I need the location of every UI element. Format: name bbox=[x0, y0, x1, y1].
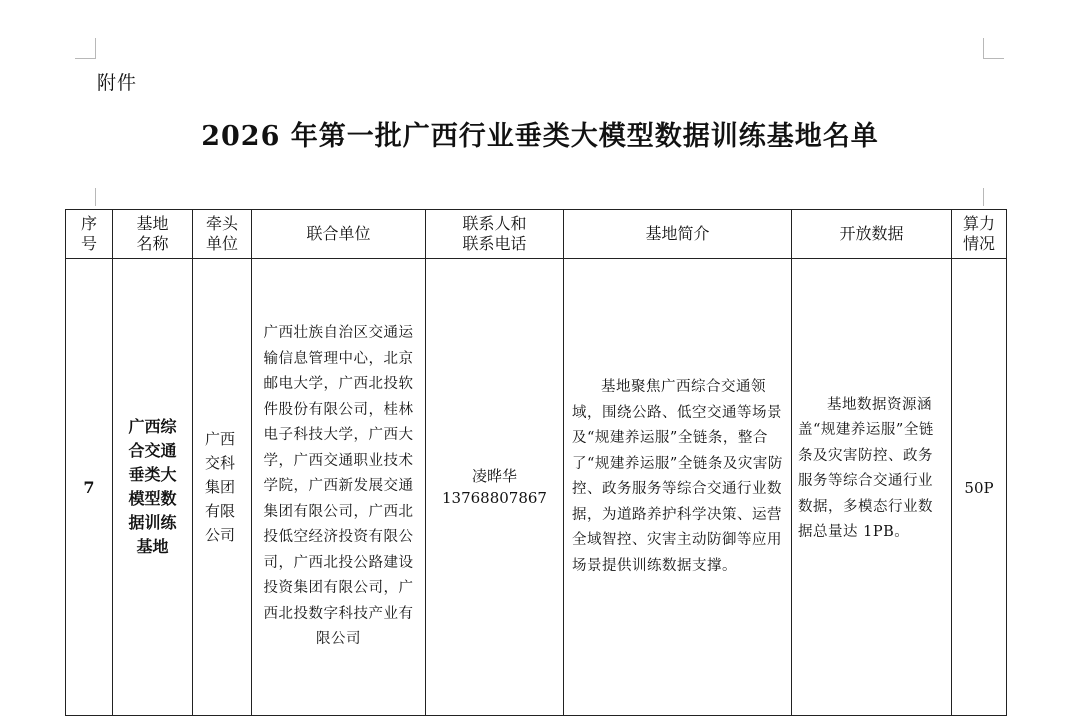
cell-base-name bbox=[113, 259, 193, 716]
header-compute-label: 算力 情况 bbox=[962, 214, 995, 253]
header-contact bbox=[426, 210, 564, 259]
seq-value: 7 bbox=[83, 477, 95, 497]
open-data-value: 基地数据资源涵盖“规建养运服”全链条及灾害防控、政务服务等综合交通行业数据，多模态行业数据总量达 1PB。 bbox=[798, 396, 934, 540]
cell-contact bbox=[426, 259, 564, 716]
table-header-row bbox=[66, 210, 1007, 259]
table-row bbox=[66, 259, 1007, 716]
base-name-value: 广西综合交通垂类大模型数据训练基地 bbox=[128, 417, 177, 556]
header-lead-unit bbox=[193, 210, 252, 259]
contact-phone: 13768807867 bbox=[442, 489, 547, 507]
header-compute bbox=[952, 210, 1007, 259]
header-partner-units-label: 联合单位 bbox=[306, 224, 371, 243]
header-open-data bbox=[792, 210, 952, 259]
cell-open-data bbox=[792, 259, 952, 716]
header-partner-units bbox=[252, 210, 426, 259]
header-base-name-label: 基地 名称 bbox=[136, 214, 169, 253]
cell-partner-units bbox=[252, 259, 426, 716]
page-corner-mark-top-left bbox=[75, 38, 96, 59]
document-title: 2026 年第一批广西行业垂类大模型数据训练基地名单 bbox=[201, 121, 879, 152]
cell-intro bbox=[564, 259, 792, 716]
partner-units-value: 广西壮族自治区交通运输信息管理中心，北京邮电大学，广西北投软件股份有限公司，桂林电子科技大学，广西大学，广西交通职业技术学院，广西新发展交通集团有限公司，广西北投低空经济投资有限公司，广西北投公路建设投资集团有限公司，广西北投数字科技产业有限公司 bbox=[263, 325, 414, 648]
page-margin-mark-right bbox=[983, 188, 984, 206]
training-base-table bbox=[65, 209, 1007, 716]
header-contact-label: 联系人和 联系电话 bbox=[462, 214, 527, 253]
header-base-name bbox=[113, 210, 193, 259]
intro-value: 基地聚焦广西综合交通领域，围绕公路、低空交通等场景及“规建养运服”全链条，整合了“规建养运服”全链条及灾害防控、政务服务等综合交通行业数据，为道路养护科学决策、运营全域智控、灾害主动防御等应用场景提供训练数据支撑。 bbox=[572, 379, 783, 574]
header-intro-label: 基地简介 bbox=[645, 224, 710, 243]
cell-lead-unit bbox=[193, 259, 252, 716]
lead-unit-value: 广西交科集团有限公司 bbox=[205, 430, 236, 544]
cell-seq bbox=[66, 259, 113, 716]
page-corner-mark-top-right bbox=[983, 38, 1004, 59]
contact-name: 凌晔华 bbox=[471, 467, 517, 485]
header-lead-unit-label: 牵头 单位 bbox=[205, 214, 238, 253]
compute-value: 50P bbox=[964, 478, 994, 497]
header-seq-label: 序 号 bbox=[80, 214, 97, 253]
page-margin-mark-left bbox=[95, 188, 96, 206]
header-open-data-label: 开放数据 bbox=[839, 224, 904, 243]
cell-compute bbox=[952, 259, 1007, 716]
header-intro bbox=[564, 210, 792, 259]
header-seq bbox=[66, 210, 113, 259]
attachment-label: 附件 bbox=[97, 72, 138, 94]
